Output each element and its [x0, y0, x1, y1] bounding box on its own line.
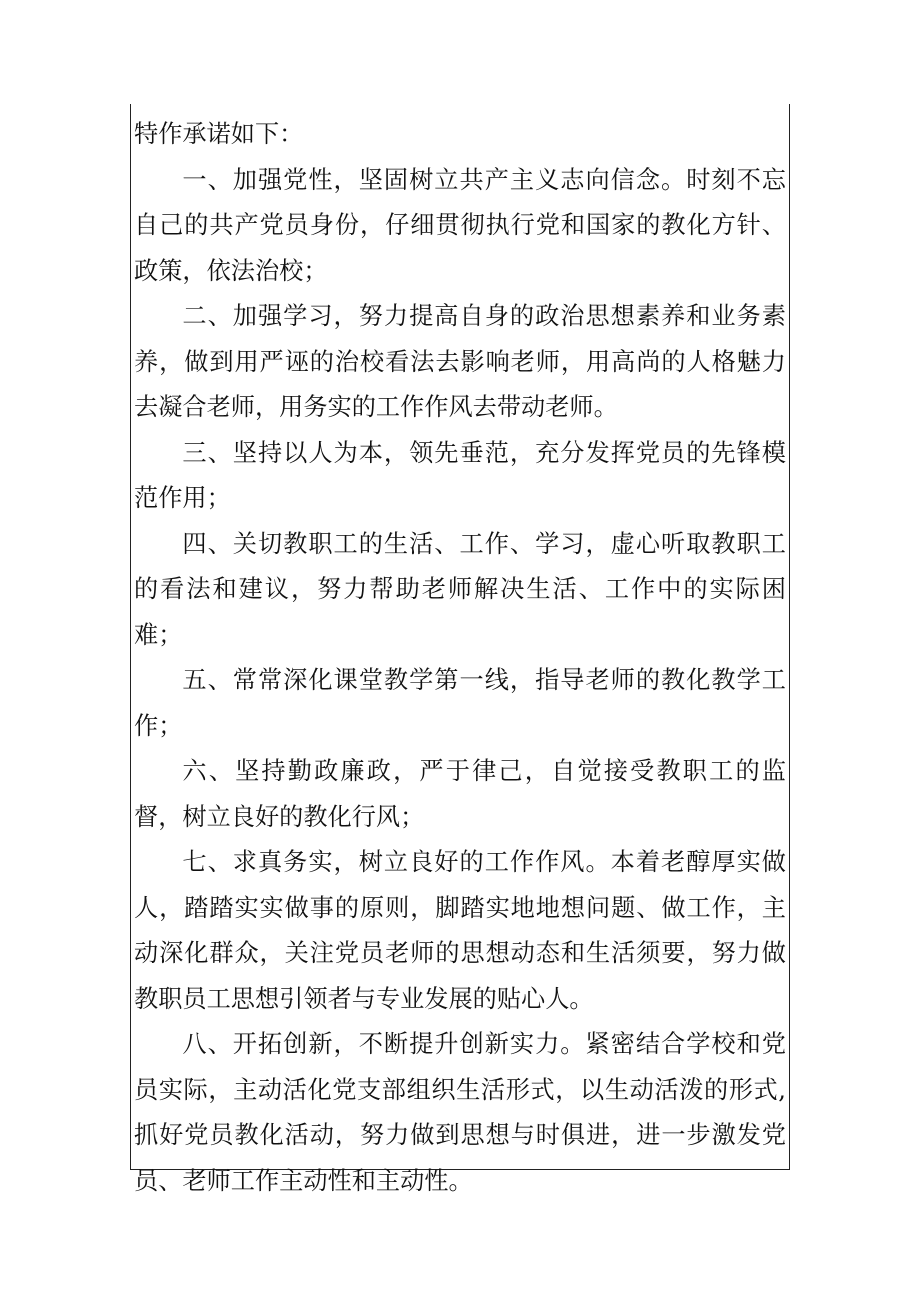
- commitment-7: 七、求真务实，树立良好的工作作风。本着老醇厚实做人，踏踏实实做事的原则，脚踏实地地想问题、做工作，主动深化群众，关注党员老师的思想动态和生活须要，努力做教职员工思想引领者与专业发展的贴心人。: [134, 848, 786, 1013]
- document-frame: [130, 104, 790, 1195]
- commitment-5: 五、常常深化课堂教学第一线，指导老师的教化教学工作；: [134, 666, 786, 740]
- commitment-4: 四、关切教职工的生活、工作、学习，虚心听取教职工的看法和建议，努力帮助老师解决生活、工作中的实际困难；: [134, 529, 786, 649]
- commitment-1: 一、加强党性，坚固树立共产主义志向信念。时刻不忘自己的共产党员身份，仔细贯彻执行党和国家的教化方针、政策，依法治校；: [134, 165, 786, 285]
- commitment-3: 三、坚持以人为本，领先垂范，充分发挥党员的先锋模范作用；: [134, 438, 786, 512]
- commitment-8: 八、开拓创新，不断提升创新实力。紧密结合学校和党员实际，主动活化党支部组织生活形式，以生动活泼的形式,抓好党员教化活动，努力做到思想与时俱进，进一步激发党员、老师工作主动性和主动性。: [134, 1030, 786, 1195]
- commitment-2: 二、加强学习，努力提高自身的政治思想素养和业务素养，做到用严诬的治校看法去影响老师，用高尚的人格魅力去凝合老师，用务实的工作作风去带动老师。: [134, 302, 786, 421]
- document-body: [134, 112, 786, 1204]
- intro-line: 特作承诺如下：: [134, 120, 304, 148]
- commitment-6: 六、坚持勤政廉政，严于律己，自觉接受教职工的监督，树立良好的教化行风；: [134, 757, 786, 831]
